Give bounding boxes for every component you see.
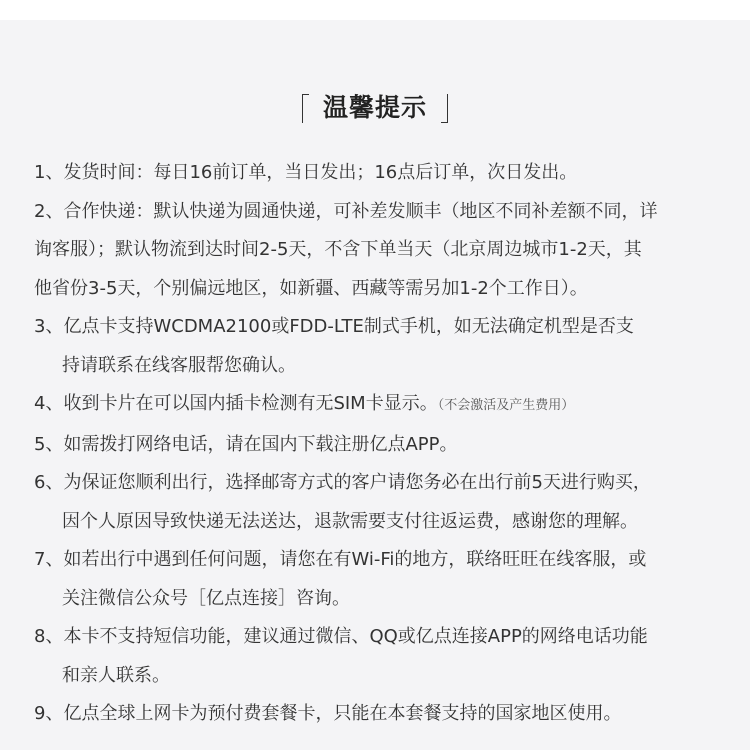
notice-line: 因个人原因导致快递无法送达，退款需要支付往返运费，感谢您的理解。 [62,510,638,532]
notice-item-4 [34,385,724,426]
notice-line: 和亲人联系。 [62,664,170,686]
notice-item-8 [34,618,724,695]
notice-item-5 [34,426,724,465]
notice-line: 2、合作快递：默认快递为圆通快递，可补差发顺丰（地区不同补差额不同，详 [34,200,658,222]
notice-line: 询客服）；默认物流到达时间2-5天，不含下单当天（北京周边城市1-2天，其 [34,239,642,260]
notice-list [34,154,724,734]
notice-line: 8、本卡不支持短信功能，建议通过微信、QQ或亿点连接APP的网络电话功能 [34,626,648,647]
notice-line-wrap [34,385,724,426]
notice-line: 9、亿点全球上网卡为预付费套餐卡，只能在本套餐支持的国家地区使用。 [34,703,622,724]
notice-line: 3、亿点卡支持WCDMA2100或FDD-LTE制式手机，如无法确定机型是否支 [34,316,634,337]
notice-item-1 [34,154,724,193]
notice-item-7 [34,541,724,618]
notice-header [0,90,750,126]
notice-line: 4、收到卡片在可以国内插卡检测有无SIM卡显示。 [34,393,438,414]
notice-line: 1、发货时间：每日16前订单，当日发出；16点后订单，次日发出。 [34,162,578,183]
notice-line: 他省份3-5天，个别偏远地区，如新疆、西藏等需另加1-2个工作日）。 [34,277,588,299]
left-bracket-decoration [302,94,309,123]
notice-line: 持请联系在线客服帮您确认。 [62,354,296,376]
notice-item-9 [34,695,724,734]
notice-item-3 [34,308,724,385]
notice-line: 6、为保证您顺利出行，选择邮寄方式的客户请您务必在出行前5天进行购买， [34,472,651,493]
notice-line: 5、如需拨打网络电话，请在国内下载注册亿点APP。 [34,433,458,455]
notice-line: 7、如若出行中遇到任何问题，请您在有Wi-Fi的地方，联络旺旺在线客服，或 [34,549,647,570]
notice-note: （不会激活及产生费用） [437,398,575,413]
notice-title: 温馨提示 [322,93,427,122]
notice-line: 关注微信公众号［亿点连接］咨询。 [62,587,350,609]
right-bracket-decoration [441,94,448,123]
notice-panel [0,20,750,750]
notice-item-6 [34,464,724,541]
notice-item-2 [34,193,724,309]
